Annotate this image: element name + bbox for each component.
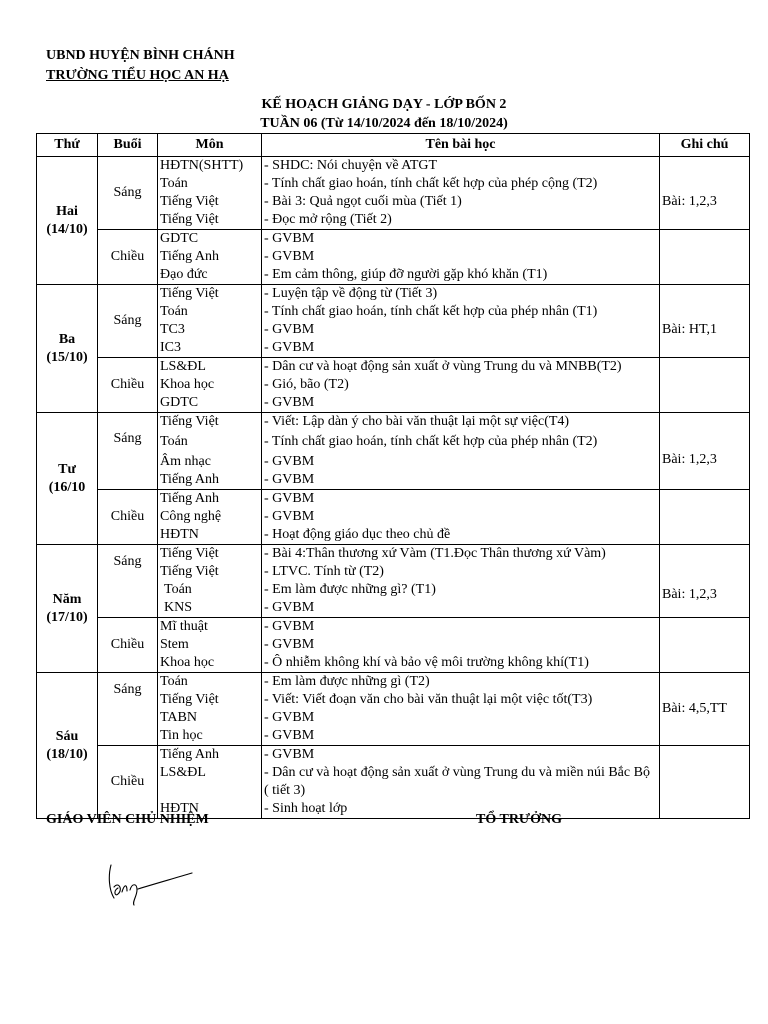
lesson-cell [262, 157, 660, 230]
col-header-lesson: Tên bài học [262, 134, 660, 157]
lesson: - GVBM [264, 619, 315, 634]
homeroom-teacher-label: GIÁO VIÊN CHỦ NHIỆM [46, 812, 209, 827]
note: Bài: 1,2,3 [662, 193, 717, 209]
note-cell [660, 157, 750, 230]
lesson-cell [262, 413, 660, 490]
subject: LS&ĐL [160, 359, 206, 374]
day-cell [37, 413, 98, 545]
table-header-row [37, 134, 750, 157]
day-date: (17/10) [46, 609, 88, 625]
lesson-cell [262, 673, 660, 746]
table-row [37, 230, 750, 285]
subject: Tiếng Anh [160, 472, 220, 487]
col-header-subject: Môn [158, 134, 262, 157]
table-row [37, 545, 750, 618]
day-date: (15/10) [46, 349, 88, 365]
lesson-cell [262, 285, 660, 358]
lesson: - LTVC. Tính từ (T2) [264, 564, 384, 579]
lesson: - GVBM [264, 340, 315, 355]
lesson: - GVBM [264, 395, 315, 410]
subject: Tiếng Việt [160, 212, 219, 227]
table-row [37, 673, 750, 746]
note-cell [660, 230, 750, 285]
note-cell [660, 358, 750, 413]
subject: HĐTN [160, 527, 199, 542]
note-cell [660, 618, 750, 673]
session-cell: Sáng [98, 673, 158, 746]
subject-cell [158, 746, 262, 819]
lesson: - Sinh hoạt lớp [264, 801, 348, 816]
lesson: - GVBM [264, 491, 315, 506]
subject-cell [158, 157, 262, 230]
note-cell [660, 490, 750, 545]
subject-cell [158, 413, 262, 490]
subject-cell [158, 490, 262, 545]
lesson: - Tính chất giao hoán, tính chất kết hợp của phép nhân (T2) [264, 434, 598, 449]
lesson: - Gió, bão (T2) [264, 377, 349, 392]
lesson: - Tính chất giao hoán, tính chất kết hợp của phép nhân (T1) [264, 304, 598, 319]
subject: Tin học [160, 728, 203, 743]
note-cell [660, 413, 750, 490]
lesson-cell [262, 545, 660, 618]
subject: Khoa học [160, 377, 215, 392]
subject-cell [158, 545, 262, 618]
table-row [37, 157, 750, 230]
subject-cell [158, 673, 262, 746]
day-cell [37, 157, 98, 285]
subject: HĐTN(SHTT) [160, 158, 244, 173]
team-leader-label: TỔ TRƯỞNG [476, 812, 562, 827]
note: Bài: HT,1 [662, 321, 717, 337]
day-date: (16/10 [48, 479, 86, 495]
session-cell: Chiều [98, 746, 158, 819]
subject: Tiếng Việt [160, 546, 219, 561]
table-row [37, 358, 750, 413]
lesson: - GVBM [264, 637, 315, 652]
subject-cell [158, 285, 262, 358]
subject: Stem [160, 637, 189, 652]
subject: IC3 [160, 340, 181, 355]
lesson: - GVBM [264, 454, 315, 469]
session-cell: Sáng [98, 157, 158, 230]
subject: Toán [164, 582, 192, 597]
day-cell [37, 545, 98, 673]
subject-cell [158, 618, 262, 673]
lesson: - SHDC: Nói chuyện về ATGT [264, 158, 438, 173]
day-name: Ba [58, 331, 76, 347]
lesson: - Luyện tập về động từ (Tiết 3) [264, 286, 438, 301]
session-cell: Chiều [98, 490, 158, 545]
day-name: Hai [56, 203, 78, 219]
district-name: UBND HUYỆN BÌNH CHÁNH [46, 48, 235, 63]
subject: Toán [160, 304, 188, 319]
lesson: - Dân cư và hoạt động sản xuất ở vùng Trung du và miền núi Bắc Bộ ( tiết 3) [264, 765, 650, 798]
week-range: TUẦN 06 (Từ 14/10/2024 đến 18/10/2024) [260, 116, 508, 131]
table-row [37, 490, 750, 545]
table-row [37, 618, 750, 673]
subject: KNS [164, 600, 193, 615]
col-header-day: Thứ [37, 134, 98, 157]
session-cell: Sáng [98, 413, 158, 490]
lesson: - GVBM [264, 710, 315, 725]
lesson-cell [262, 230, 660, 285]
subject [160, 782, 259, 800]
subject: Tiếng Việt [160, 414, 219, 429]
note-cell [660, 746, 750, 819]
day-date: (14/10) [46, 221, 88, 237]
subject: GDTC [160, 395, 199, 410]
col-header-note: Ghi chú [660, 134, 750, 157]
note: Bài: 1,2,3 [662, 451, 717, 467]
lesson: - Đọc mở rộng (Tiết 2) [264, 212, 392, 227]
lesson: - GVBM [264, 472, 315, 487]
subject-cell [158, 358, 262, 413]
table-row [37, 285, 750, 358]
lesson: - Em làm được những gì? (T1) [264, 582, 436, 597]
subject: Toán [160, 434, 188, 449]
lesson-cell [262, 490, 660, 545]
lesson-plan-table [36, 133, 750, 819]
note-cell [660, 545, 750, 618]
lesson: - Tính chất giao hoán, tính chất kết hợp của phép cộng (T2) [264, 176, 598, 191]
lesson: - GVBM [264, 322, 315, 337]
plan-title: KẾ HOẠCH GIẢNG DẠY - LỚP BỐN 2 [261, 97, 507, 112]
subject: Công nghệ [160, 509, 222, 524]
lesson: - Dân cư và hoạt động sản xuất ở vùng Trung du và MNBB(T2) [264, 359, 622, 374]
lesson: - Viết: Viết đoạn văn cho bài văn thuật lại một việc tốt(T3) [264, 692, 593, 707]
note: Bài: 4,5,TT [662, 701, 727, 716]
subject: TABN [160, 710, 197, 725]
subject: Tiếng Việt [160, 286, 219, 301]
day-cell [37, 673, 98, 819]
subject: Toán [160, 674, 188, 689]
lesson: - Bài 4:Thân thương xứ Vàm (T1.Đọc Thân thương xứ Vàm) [264, 546, 606, 561]
subject: Toán [160, 176, 188, 191]
session-cell: Sáng [98, 285, 158, 358]
session-cell: Chiều [98, 358, 158, 413]
lesson: - Em cảm thông, giúp đỡ người gặp khó khăn (T1) [264, 267, 548, 282]
day-name: Năm [52, 591, 82, 607]
subject: TC3 [160, 322, 185, 337]
day-date: (18/10) [46, 746, 88, 762]
subject: Mĩ thuật [160, 619, 208, 634]
subject: Tiếng Anh [160, 491, 220, 506]
session-cell: Chiều [98, 618, 158, 673]
subject: Tiếng Việt [160, 692, 219, 707]
subject: Tiếng Việt [160, 564, 219, 579]
subject: Tiếng Việt [160, 194, 219, 209]
session-cell: Chiều [98, 230, 158, 285]
lesson-cell [262, 618, 660, 673]
session-cell: Sáng [98, 545, 158, 618]
lesson: - Bài 3: Quả ngọt cuối mùa (Tiết 1) [264, 194, 462, 209]
table-row [37, 746, 750, 819]
subject: Khoa học [160, 655, 215, 670]
lesson: - GVBM [264, 600, 315, 615]
lesson: - Viết: Lập dàn ý cho bài văn thuật lại một sự việc(T4) [264, 414, 570, 429]
lesson: - GVBM [264, 249, 315, 264]
lesson: - GVBM [264, 728, 315, 743]
school-name: TRƯỜNG TIỂU HỌC AN HẠ [46, 68, 229, 83]
note-cell [660, 673, 750, 746]
subject: Tiếng Anh [160, 249, 220, 264]
subject: Đạo đức [160, 267, 208, 282]
subject-cell [158, 230, 262, 285]
lesson-cell [262, 358, 660, 413]
lesson: - GVBM [264, 509, 315, 524]
day-cell [37, 285, 98, 413]
lesson: - Ô nhiễm không khí và bảo vệ môi trường không khí(T1) [264, 655, 589, 670]
subject: Âm nhạc [160, 454, 211, 469]
table-row [37, 413, 750, 490]
lesson-cell [262, 746, 660, 819]
day-name: Tư [58, 461, 76, 477]
note: Bài: 1,2,3 [662, 586, 717, 602]
lesson: - Hoạt động giáo dục theo chủ đề [264, 527, 451, 542]
handwritten-signature [104, 860, 200, 908]
col-header-session: Buổi [98, 134, 158, 157]
lesson: - GVBM [264, 747, 315, 762]
subject: LS&ĐL [160, 765, 206, 780]
subject: Tiếng Anh [160, 747, 220, 762]
subject: HĐTN [160, 801, 199, 816]
day-name: Sáu [55, 728, 79, 744]
subject: GDTC [160, 231, 199, 246]
note-cell [660, 285, 750, 358]
lesson: - GVBM [264, 231, 315, 246]
lesson: - Em làm được những gì (T2) [264, 674, 430, 689]
